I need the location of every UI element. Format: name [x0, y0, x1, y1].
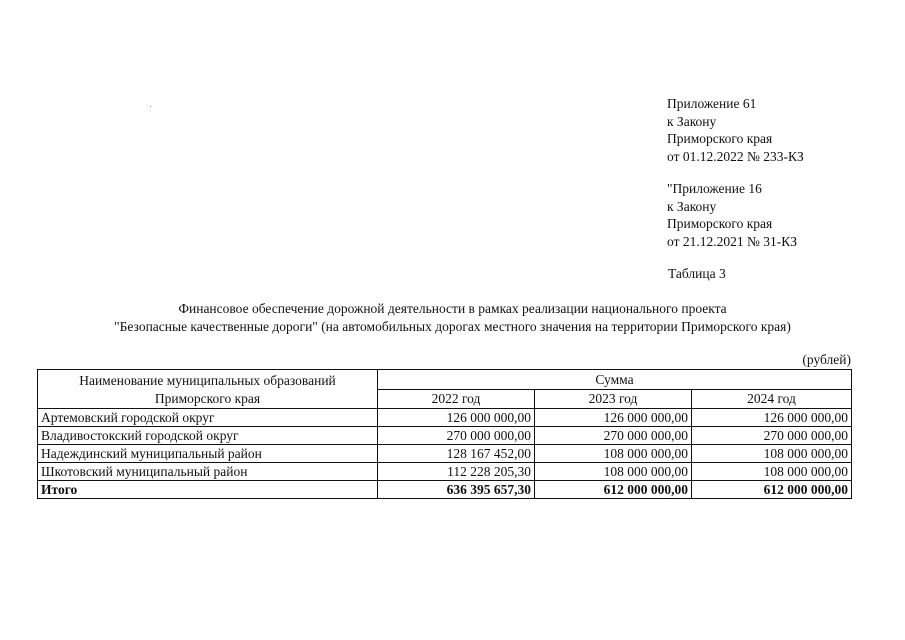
amount-2023: 270 000 000,00: [535, 427, 692, 445]
municipality-header-line2: Приморского края: [154, 391, 261, 406]
amount-2024: 270 000 000,00: [692, 427, 852, 445]
table-number: Таблица 3: [668, 266, 726, 281]
table-row: [38, 427, 852, 445]
appendix-date: от 01.12.2022 № 233-КЗ: [667, 148, 804, 164]
amount-2022: 128 167 452,00: [378, 445, 535, 463]
table-row: [38, 463, 852, 481]
sum-column-header: Сумма: [378, 370, 852, 390]
appendix-law-ref: к Закону: [667, 113, 717, 129]
table-header-row: [38, 370, 852, 390]
year-header-2022: 2022 год: [378, 389, 535, 409]
year-header-2024: 2024 год: [692, 389, 852, 409]
amount-2022: 126 000 000,00: [378, 409, 535, 427]
municipality-name: Владивостокский городской округ: [38, 427, 378, 445]
municipality-header-line1: Наименование муниципальных образований: [79, 373, 336, 388]
document-title-line2: "Безопасные качественные дороги" (на автомобильных дорогах местного значения на территории Приморского края): [114, 318, 791, 334]
total-row: [38, 481, 852, 499]
amount-2022: 112 228 205,30: [378, 463, 535, 481]
total-2024: 612 000 000,00: [692, 481, 852, 499]
original-appendix-header: [667, 180, 797, 250]
amount-2023: 108 000 000,00: [535, 445, 692, 463]
amount-2024: 108 000 000,00: [692, 463, 852, 481]
document-title-line1: Финансовое обеспечение дорожной деятельности в рамках реализации национального проекта: [178, 301, 727, 316]
appendix-number: Приложение 61: [667, 96, 757, 111]
table-row: [38, 409, 852, 427]
year-header-2023: 2023 год: [535, 389, 692, 409]
total-2023: 612 000 000,00: [535, 481, 692, 499]
original-appendix-date: от 21.12.2021 № 31-КЗ: [667, 233, 797, 249]
original-appendix-law-ref: к Закону: [667, 198, 717, 214]
total-2022: 636 395 657,30: [378, 481, 535, 499]
amount-2023: 108 000 000,00: [535, 463, 692, 481]
municipality-name: Шкотовский муниципальный район: [38, 463, 378, 481]
original-appendix-region: Приморского края: [667, 216, 773, 231]
original-appendix-number: "Приложение 16: [667, 181, 762, 196]
document-title: [30, 300, 875, 335]
appendix-region: Приморского края: [667, 131, 773, 146]
amount-2024: 108 000 000,00: [692, 445, 852, 463]
financing-table: [37, 369, 852, 499]
municipality-name: Надеждинский муниципальный район: [38, 445, 378, 463]
amount-2022: 270 000 000,00: [378, 427, 535, 445]
amount-2023: 126 000 000,00: [535, 409, 692, 427]
table-row: [38, 445, 852, 463]
total-label: Итого: [38, 481, 378, 499]
scan-speck: [150, 106, 151, 107]
municipality-name: Артемовский городской округ: [38, 409, 378, 427]
municipality-column-header: [38, 370, 378, 409]
units-label: (рублей): [802, 352, 851, 367]
appendix-header: [667, 95, 804, 165]
amount-2024: 126 000 000,00: [692, 409, 852, 427]
